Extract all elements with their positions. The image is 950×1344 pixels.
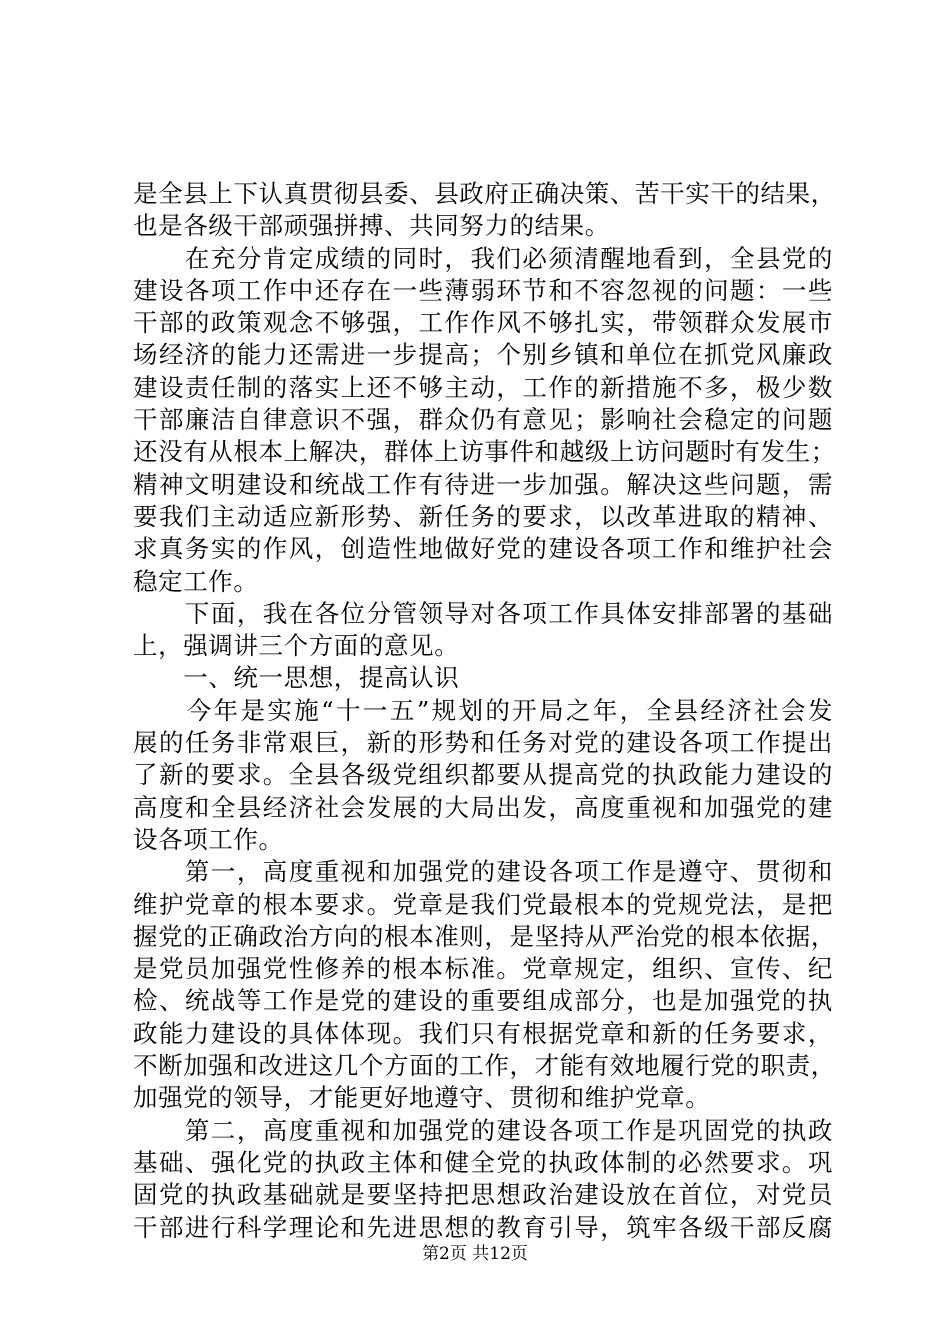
text-line: 是全县上下认真贯彻县委、县政府正确决策、苦干实干的结果， bbox=[133, 179, 836, 208]
text-line: 上，强调讲三个方面的意见。 bbox=[133, 631, 460, 661]
text-line: 展的任务非常艰巨，新的形势和任务对党的建设各项工作提出 bbox=[133, 728, 833, 758]
text-line: 下面，我在各位分管领导对各项工作具体安排部署的基础 bbox=[133, 598, 833, 628]
text-line: 场经济的能力还需进一步提高；个别乡镇和单位在抓党风廉政 bbox=[133, 340, 833, 370]
page-footer: 第2页 共12页 bbox=[422, 1244, 528, 1264]
text-line: 检、统战等工作是党的建设的重要组成部分，也是加强党的执 bbox=[133, 986, 833, 1016]
text-line: 还没有从根本上解决，群体上访事件和越级上访问题时有发生； bbox=[133, 437, 836, 467]
text-line: 精神文明建设和统战工作有待进一步加强。解决这些问题，需 bbox=[133, 469, 833, 499]
document-body bbox=[133, 178, 836, 1244]
text-line: 握党的正确政治方向的根本准则，是坚持从严治党的根本依据， bbox=[133, 921, 836, 951]
text-line: 建设各项工作中还存在一些薄弱环节和不容忽视的问题：一些 bbox=[133, 275, 833, 305]
text-line: 建设责任制的落实上还不够主动，工作的新措施不多，极少数 bbox=[133, 372, 833, 402]
text-line: 高度和全县经济社会发展的大局出发，高度重视和加强党的建 bbox=[133, 792, 833, 822]
text-line: 维护党章的根本要求。党章是我们党最根本的党规党法，是把 bbox=[133, 889, 833, 919]
text-line: 政能力建设的具体体现。我们只有根据党章和新的任务要求， bbox=[133, 1018, 833, 1048]
text-line: 不断加强和改进这几个方面的工作，才能有效地履行党的职责， bbox=[133, 1051, 836, 1081]
text-line: 干部的政策观念不够强，工作作风不够扎实，带领群众发展市 bbox=[133, 308, 833, 338]
text-line: 基础、强化党的执政主体和健全党的执政体制的必然要求。巩 bbox=[133, 1147, 833, 1177]
text-line: 干部廉洁自律意识不强，群众仍有意见；影响社会稳定的问题 bbox=[133, 405, 833, 435]
text-line: 要我们主动适应新形势、新任务的要求，以改革进取的精神、 bbox=[133, 501, 833, 531]
text-line: 也是各级干部顽强拼搏、共同努力的结果。 bbox=[133, 211, 610, 241]
text-line: 加强党的领导，才能更好地遵守、贯彻和维护党章。 bbox=[133, 1083, 711, 1113]
text-line: 今年是实施“十一五”规划的开局之年，全县经济社会发 bbox=[133, 695, 833, 725]
text-line: 干部进行科学理论和先进思想的教育引导，筑牢各级干部反腐 bbox=[133, 1212, 833, 1242]
text-line: 稳定工作。 bbox=[133, 566, 259, 596]
text-line: 设各项工作。 bbox=[133, 824, 284, 854]
text-line: 是党员加强党性修养的根本标准。党章规定，组织、宣传、纪 bbox=[133, 954, 833, 984]
text-line: 了新的要求。全县各级党组织都要从提高党的执政能力建设的 bbox=[133, 760, 833, 790]
text-line: 一、统一思想，提高认识 bbox=[133, 663, 460, 693]
text-line: 固党的执政基础就是要坚持把思想政治建设放在首位，对党员 bbox=[133, 1180, 833, 1210]
text-line: 第一，高度重视和加强党的建设各项工作是遵守、贯彻和 bbox=[133, 857, 833, 887]
text-line: 第二，高度重视和加强党的建设各项工作是巩固党的执政 bbox=[133, 1115, 833, 1145]
text-line: 求真务实的作风，创造性地做好党的建设各项工作和维护社会 bbox=[133, 534, 833, 564]
text-line: 在充分肯定成绩的同时，我们必须清醒地看到，全县党的 bbox=[133, 243, 833, 273]
